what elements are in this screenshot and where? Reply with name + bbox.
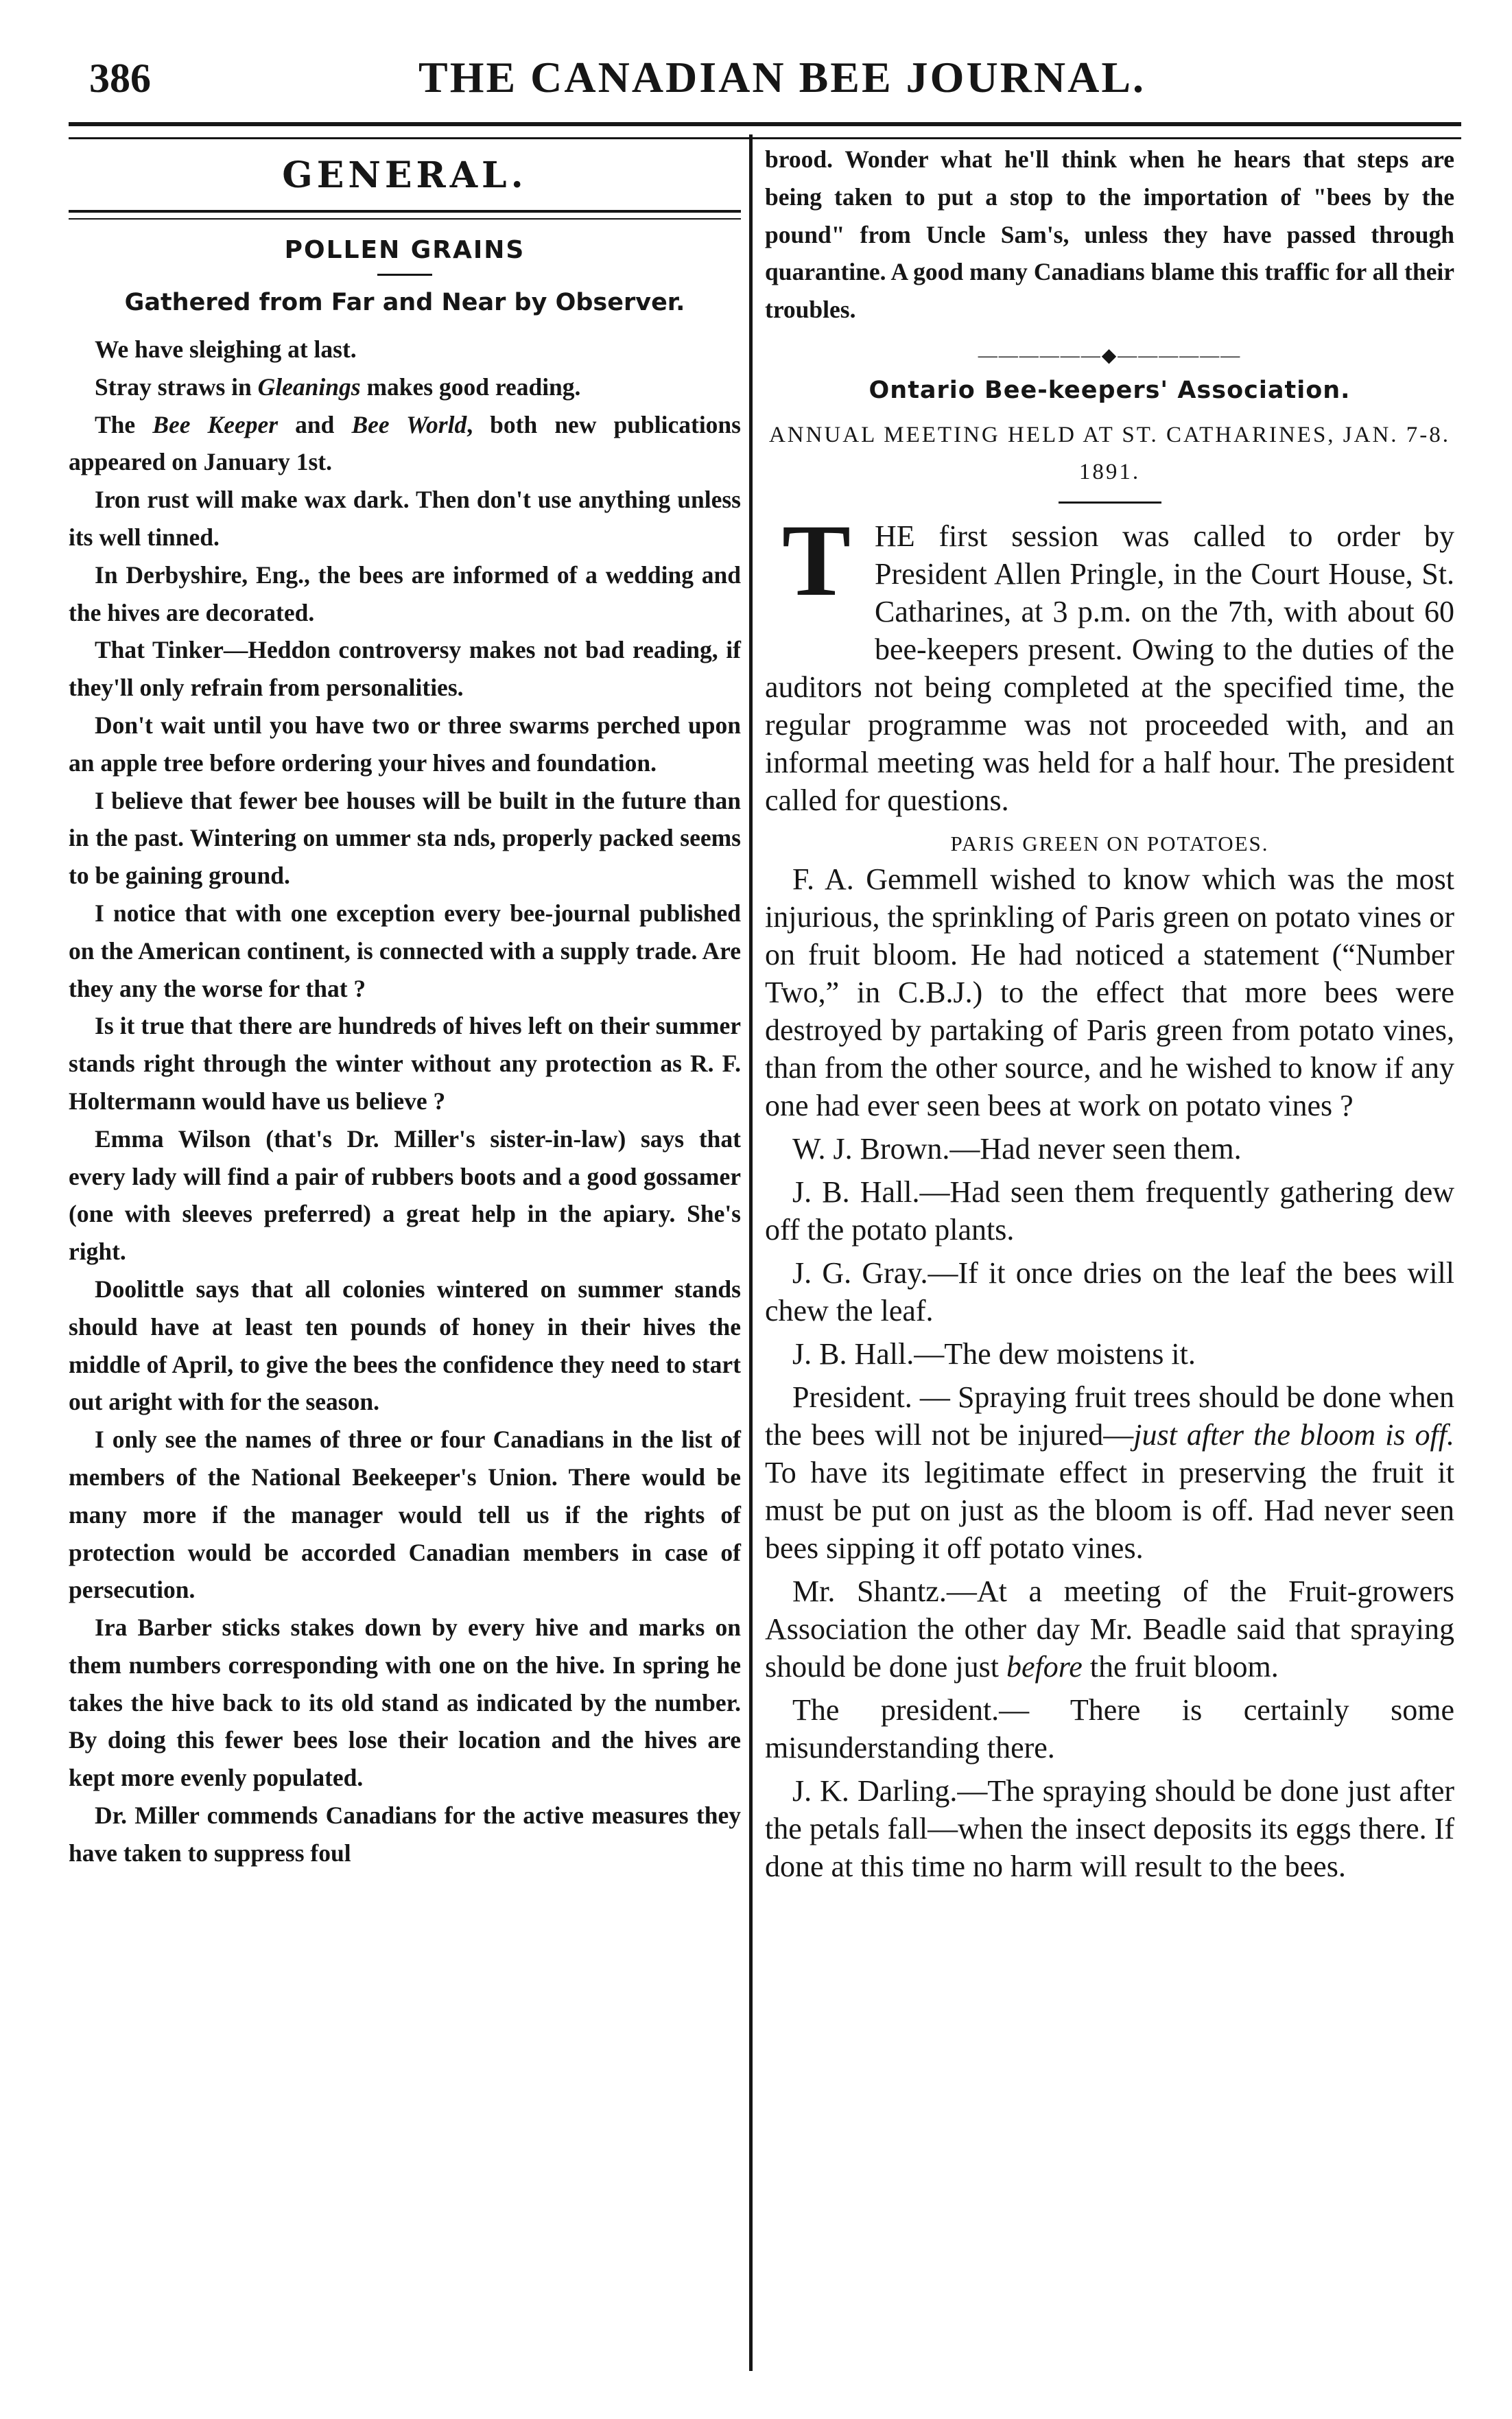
paragraph <box>765 1130 1454 1168</box>
paragraph <box>69 1609 741 1797</box>
text: The president.— There is certainly some misunderstanding there. <box>765 1692 1454 1765</box>
paragraph <box>765 1173 1454 1249</box>
paragraph <box>765 1691 1454 1767</box>
paragraph <box>69 331 741 368</box>
italic-text: Bee World <box>351 410 467 438</box>
text: J. K. Darling.—The spraying should be done just after the petals fall—when the insect deposits its eggs there. If done at this time no harm will result to the bees. <box>765 1773 1454 1883</box>
ornament-divider: ——————◆—————— <box>978 344 1242 366</box>
text: Stray straws in <box>95 373 258 401</box>
text: Don't wait until you have two or three swarms perched upon an apple tree before ordering your hives and foundation. <box>69 711 741 777</box>
text: The <box>95 410 153 438</box>
continued-text: brood. Wonder what he'll think when he hears that steps are being taken to put a stop to the importation of "bees by the pound" from Uncle Sam's, unless they have passed through quarantine. A good many Canadians blame this traffic for all their troubles. <box>765 145 1454 324</box>
title-rule <box>377 274 432 276</box>
text: President. — Spraying fruit trees should be done when the bees will not be injured— <box>765 1380 1454 1452</box>
header-rule <box>69 122 1461 139</box>
paragraph <box>69 1797 741 1872</box>
text: and <box>278 410 352 438</box>
italic-text: just after the bloom is off. <box>1133 1417 1454 1452</box>
text: makes good reading. <box>360 373 581 401</box>
italic-text: Gleanings <box>257 373 361 401</box>
text: Mr. Shantz.—At a meeting of the Fruit-growers Association the other day Mr. Beadle said that spraying should be done just <box>765 1574 1454 1684</box>
italic-text: Bee Keeper <box>152 410 279 438</box>
page-number: 386 <box>89 56 151 101</box>
paragraph <box>765 1572 1454 1686</box>
text: I only see the names of three or four Canadians in the list of members of the National Beekeeper's Union. There would be many more if the manager would tell us if the rights of protection would be accorded Canadian members in case of persecution. <box>69 1426 741 1604</box>
text: Doolittle says that all colonies wintered on summer stands should have at least ten pounds of honey in their hives the middle of April, to give the bees the confidence they need to start out aright with for the season. <box>69 1275 741 1416</box>
sub-heading: PARIS GREEN ON POTATOES. <box>950 831 1269 856</box>
paragraph <box>69 406 741 482</box>
left-column <box>69 141 741 1872</box>
paragraph <box>765 1335 1454 1373</box>
meeting-rule <box>1059 502 1161 504</box>
paragraph <box>765 860 1454 1124</box>
text: That Tinker—Heddon controversy makes not bad reading, if they'll only refrain from personalities. <box>69 636 741 702</box>
paragraph <box>69 1007 741 1120</box>
paragraph <box>69 631 741 707</box>
paragraph <box>69 556 741 632</box>
paragraph <box>765 1772 1454 1885</box>
article-subtitle: Gathered from Far and Near by Observer. <box>124 289 685 316</box>
paragraph <box>69 368 741 406</box>
article-body <box>69 331 741 1872</box>
text: I notice that with one exception every bee-journal published on the American continent, is connected with a supply trade. Are they any the worse for that ? <box>69 899 741 1002</box>
association-title: Ontario Bee-keepers' Association. <box>869 376 1351 404</box>
page-header <box>69 45 1461 114</box>
text: Dr. Miller commends Canadians for the active measures they have taken to suppress foul <box>69 1802 741 1867</box>
paragraph <box>765 1378 1454 1567</box>
text: Iron rust will make wax dark. Then don't use anything unless its well tinned. <box>69 486 741 551</box>
discussion-body <box>765 860 1454 1885</box>
section-heading: GENERAL. <box>282 154 528 196</box>
column-divider <box>749 134 753 2371</box>
italic-text: before <box>1006 1649 1083 1684</box>
drop-cap: T <box>781 503 851 617</box>
text: F. A. Gemmell wished to know which was the most injurious, the sprinkling of Paris green on potato vines or on fruit bloom. He had noticed a statement (“Number Two,” in C.B.J.) to the effect that more bees were destroyed by partaking of Paris green from potato vines, than from the other source, and he wished to know if any one had ever seen bees at work on potato vines ? <box>765 862 1454 1122</box>
right-column <box>765 141 1454 1885</box>
paragraph <box>69 895 741 1007</box>
text: To have its legitimate effect in preserving the fruit it must be put on just as the bloom is off. Had never seen bees sipping it off potato vines. <box>765 1455 1454 1565</box>
text: W. J. Brown.—Had never seen them. <box>792 1131 1242 1166</box>
text: , both new publications appeared on January 1st. <box>69 410 741 476</box>
text: J. G. Gray.—If it once dries on the leaf the bees will chew the leaf. <box>765 1255 1454 1328</box>
article-title: POLLEN GRAINS <box>284 236 525 264</box>
opening-paragraph <box>765 503 1454 819</box>
text: J. B. Hall.—Had seen them frequently gathering dew off the potato plants. <box>765 1175 1454 1247</box>
text: J. B. Hall.—The dew moistens it. <box>792 1336 1196 1371</box>
text: the fruit bloom. <box>1082 1649 1279 1684</box>
text: I believe that fewer bee houses will be built in the future than in the past. Wintering on ummer sta nds, properly packed seems to be gaining ground. <box>69 786 741 890</box>
section-rule <box>69 210 741 220</box>
text: We have sleighing at last. <box>95 335 357 363</box>
text: Is it true that there are hundreds of hives left on their summer stands right through the winter without any protection as R. F. Holtermann would have us believe ? <box>69 1012 741 1115</box>
journal-title: THE CANADIAN BEE JOURNAL. <box>418 53 1146 102</box>
paragraph <box>69 782 741 895</box>
paragraph <box>69 1421 741 1609</box>
paragraph <box>69 1120 741 1271</box>
text: In Derbyshire, Eng., the bees are informed of a wedding and the hives are decorated. <box>69 560 741 626</box>
paragraph <box>69 481 741 556</box>
opening-text: HE first session was called to order by President Allen Pringle, in the Court House, St. Catharines, at 3 p.m. on the 7th, with about 60 bee-keepers present. Owing to the duties of the auditors not being completed at the specified time, the regular programme was not proceeded with, and an informal meeting was held for a half hour. The president called for questions. <box>765 519 1454 817</box>
meeting-line: ANNUAL MEETING HELD AT ST. CATHARINES, JAN. 7-8. 1891. <box>768 422 1451 484</box>
paragraph <box>765 1254 1454 1330</box>
paragraph <box>69 1271 741 1421</box>
text: Ira Barber sticks stakes down by every hive and marks on them numbers corresponding with one on the hive. In spring he takes the hive back to its old stand as indicated by the number. By doing this fewer bees lose their location and the hives are kept more evenly populated. <box>69 1614 741 1792</box>
paragraph <box>69 707 741 782</box>
text: Emma Wilson (that's Dr. Miller's sister-in-law) says that every lady will find a pair of rubbers boots and a good gossamer (one with sleeves preferred) a great help in the apiary. She's right. <box>69 1124 741 1266</box>
